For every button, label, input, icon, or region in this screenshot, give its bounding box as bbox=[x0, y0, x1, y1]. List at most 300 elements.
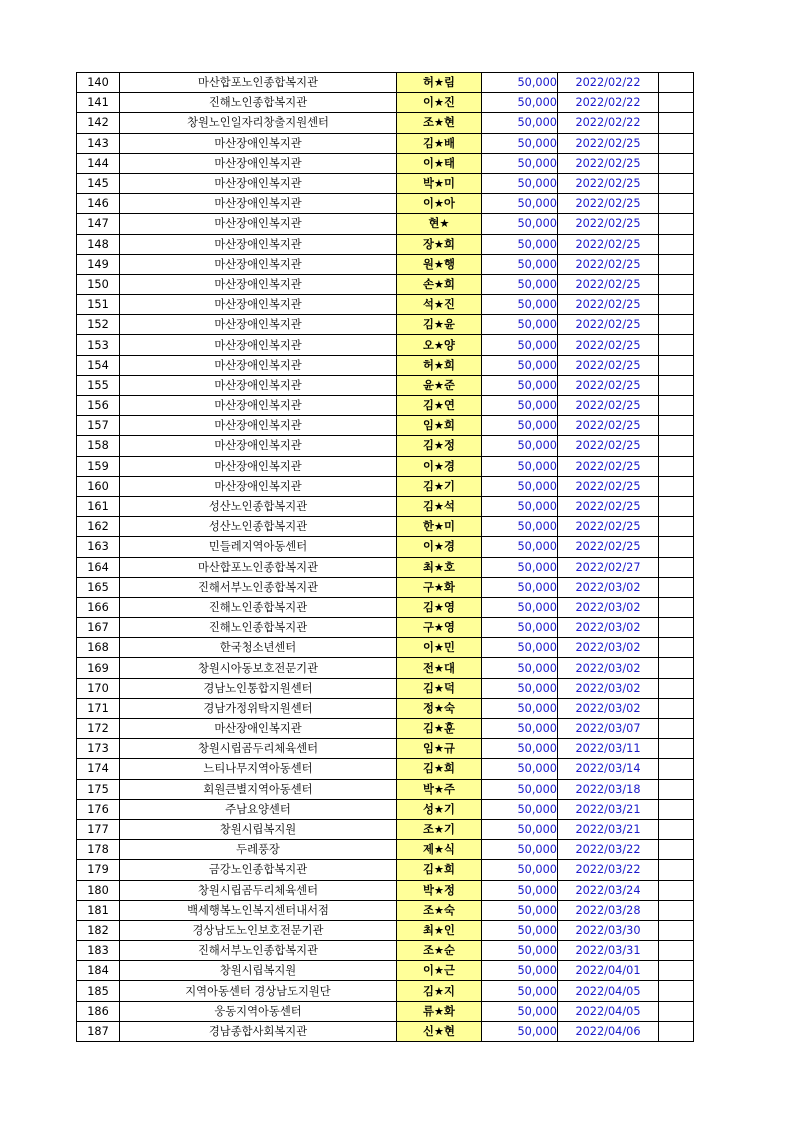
amount-cell: 50,000 bbox=[482, 476, 558, 496]
amount-cell: 50,000 bbox=[482, 396, 558, 416]
organization-name-cell: 마산장애인복지관 bbox=[120, 456, 397, 476]
date-cell: 2022/03/24 bbox=[558, 880, 659, 900]
table-row bbox=[77, 920, 694, 940]
date-cell: 2022/02/25 bbox=[558, 396, 659, 416]
row-number-cell: 183 bbox=[77, 941, 120, 961]
table-row bbox=[77, 436, 694, 456]
row-number-cell: 153 bbox=[77, 335, 120, 355]
recipient-name-cell: 이★근 bbox=[397, 961, 482, 981]
recipient-name-cell: 석★진 bbox=[397, 295, 482, 315]
table-row bbox=[77, 819, 694, 839]
memo-cell bbox=[659, 618, 694, 638]
row-number-cell: 179 bbox=[77, 860, 120, 880]
memo-cell bbox=[659, 315, 694, 335]
recipient-name-cell: 류★화 bbox=[397, 1001, 482, 1021]
memo-cell bbox=[659, 880, 694, 900]
memo-cell bbox=[659, 981, 694, 1001]
recipient-name-cell: 임★규 bbox=[397, 739, 482, 759]
date-cell: 2022/02/22 bbox=[558, 93, 659, 113]
date-cell: 2022/02/25 bbox=[558, 234, 659, 254]
amount-cell: 50,000 bbox=[482, 1001, 558, 1021]
amount-cell: 50,000 bbox=[482, 799, 558, 819]
recipient-name-cell: 전★대 bbox=[397, 658, 482, 678]
table-row bbox=[77, 73, 694, 93]
date-cell: 2022/04/05 bbox=[558, 981, 659, 1001]
date-cell: 2022/02/25 bbox=[558, 214, 659, 234]
organization-name-cell: 진해서부노인종합복지관 bbox=[120, 577, 397, 597]
row-number-cell: 173 bbox=[77, 739, 120, 759]
row-number-cell: 157 bbox=[77, 416, 120, 436]
date-cell: 2022/03/30 bbox=[558, 920, 659, 940]
table-row bbox=[77, 618, 694, 638]
table-row bbox=[77, 941, 694, 961]
date-cell: 2022/02/25 bbox=[558, 537, 659, 557]
organization-name-cell: 마산합포노인종합복지관 bbox=[120, 557, 397, 577]
amount-cell: 50,000 bbox=[482, 618, 558, 638]
row-number-cell: 161 bbox=[77, 496, 120, 516]
amount-cell: 50,000 bbox=[482, 133, 558, 153]
organization-name-cell: 마산장애인복지관 bbox=[120, 133, 397, 153]
amount-cell: 50,000 bbox=[482, 194, 558, 214]
recipient-name-cell: 최★호 bbox=[397, 557, 482, 577]
organization-name-cell: 마산합포노인종합복지관 bbox=[120, 73, 397, 93]
table-row bbox=[77, 113, 694, 133]
recipient-name-cell: 이★태 bbox=[397, 153, 482, 173]
row-number-cell: 184 bbox=[77, 961, 120, 981]
recipient-name-cell: 임★희 bbox=[397, 416, 482, 436]
organization-name-cell: 마산장애인복지관 bbox=[120, 274, 397, 294]
date-cell: 2022/02/25 bbox=[558, 295, 659, 315]
amount-cell: 50,000 bbox=[482, 900, 558, 920]
memo-cell bbox=[659, 496, 694, 516]
organization-name-cell: 마산장애인복지관 bbox=[120, 476, 397, 496]
organization-name-cell: 마산장애인복지관 bbox=[120, 234, 397, 254]
row-number-cell: 159 bbox=[77, 456, 120, 476]
organization-name-cell: 백세행복노인복지센터내서점 bbox=[120, 900, 397, 920]
row-number-cell: 154 bbox=[77, 355, 120, 375]
date-cell: 2022/03/28 bbox=[558, 900, 659, 920]
row-number-cell: 175 bbox=[77, 779, 120, 799]
table-row bbox=[77, 840, 694, 860]
table-row bbox=[77, 1021, 694, 1041]
organization-name-cell: 마산장애인복지관 bbox=[120, 295, 397, 315]
memo-cell bbox=[659, 517, 694, 537]
recipient-name-cell: 조★순 bbox=[397, 941, 482, 961]
organization-name-cell: 창원시립복지원 bbox=[120, 961, 397, 981]
row-number-cell: 145 bbox=[77, 173, 120, 193]
table-row bbox=[77, 880, 694, 900]
organization-name-cell: 마산장애인복지관 bbox=[120, 214, 397, 234]
table-row bbox=[77, 557, 694, 577]
amount-cell: 50,000 bbox=[482, 597, 558, 617]
organization-name-cell: 창원시립복지원 bbox=[120, 819, 397, 839]
memo-cell bbox=[659, 819, 694, 839]
recipient-name-cell: 손★희 bbox=[397, 274, 482, 294]
memo-cell bbox=[659, 698, 694, 718]
table-row bbox=[77, 93, 694, 113]
organization-name-cell: 민들레지역아동센터 bbox=[120, 537, 397, 557]
date-cell: 2022/03/18 bbox=[558, 779, 659, 799]
table-row bbox=[77, 698, 694, 718]
row-number-cell: 185 bbox=[77, 981, 120, 1001]
date-cell: 2022/03/07 bbox=[558, 719, 659, 739]
memo-cell bbox=[659, 133, 694, 153]
table-row bbox=[77, 658, 694, 678]
amount-cell: 50,000 bbox=[482, 920, 558, 940]
recipient-name-cell: 이★민 bbox=[397, 638, 482, 658]
table-row bbox=[77, 335, 694, 355]
row-number-cell: 158 bbox=[77, 436, 120, 456]
memo-cell bbox=[659, 739, 694, 759]
organization-name-cell: 성산노인종합복지관 bbox=[120, 517, 397, 537]
organization-name-cell: 금강노인종합복지관 bbox=[120, 860, 397, 880]
table-row bbox=[77, 153, 694, 173]
table-row bbox=[77, 496, 694, 516]
recipient-name-cell: 허★희 bbox=[397, 355, 482, 375]
donation-table bbox=[76, 72, 694, 1042]
row-number-cell: 146 bbox=[77, 194, 120, 214]
amount-cell: 50,000 bbox=[482, 638, 558, 658]
organization-name-cell: 마산장애인복지관 bbox=[120, 254, 397, 274]
table-row bbox=[77, 961, 694, 981]
organization-name-cell: 창원노인일자리창출지원센터 bbox=[120, 113, 397, 133]
amount-cell: 50,000 bbox=[482, 93, 558, 113]
date-cell: 2022/02/22 bbox=[558, 113, 659, 133]
date-cell: 2022/04/05 bbox=[558, 1001, 659, 1021]
row-number-cell: 171 bbox=[77, 698, 120, 718]
memo-cell bbox=[659, 295, 694, 315]
date-cell: 2022/02/25 bbox=[558, 436, 659, 456]
amount-cell: 50,000 bbox=[482, 254, 558, 274]
organization-name-cell: 마산장애인복지관 bbox=[120, 335, 397, 355]
memo-cell bbox=[659, 416, 694, 436]
table-row bbox=[77, 759, 694, 779]
amount-cell: 50,000 bbox=[482, 517, 558, 537]
amount-cell: 50,000 bbox=[482, 678, 558, 698]
memo-cell bbox=[659, 436, 694, 456]
organization-name-cell: 진해서부노인종합복지관 bbox=[120, 941, 397, 961]
amount-cell: 50,000 bbox=[482, 537, 558, 557]
date-cell: 2022/03/02 bbox=[558, 618, 659, 638]
recipient-name-cell: 박★미 bbox=[397, 173, 482, 193]
memo-cell bbox=[659, 638, 694, 658]
date-cell: 2022/03/02 bbox=[558, 678, 659, 698]
date-cell: 2022/03/22 bbox=[558, 840, 659, 860]
recipient-name-cell: 박★정 bbox=[397, 880, 482, 900]
table-row bbox=[77, 799, 694, 819]
row-number-cell: 176 bbox=[77, 799, 120, 819]
date-cell: 2022/02/25 bbox=[558, 476, 659, 496]
memo-cell bbox=[659, 214, 694, 234]
table-row bbox=[77, 375, 694, 395]
memo-cell bbox=[659, 840, 694, 860]
table-row bbox=[77, 133, 694, 153]
memo-cell bbox=[659, 900, 694, 920]
organization-name-cell: 마산장애인복지관 bbox=[120, 396, 397, 416]
row-number-cell: 156 bbox=[77, 396, 120, 416]
organization-name-cell: 마산장애인복지관 bbox=[120, 436, 397, 456]
memo-cell bbox=[659, 73, 694, 93]
memo-cell bbox=[659, 274, 694, 294]
table-row bbox=[77, 900, 694, 920]
amount-cell: 50,000 bbox=[482, 557, 558, 577]
row-number-cell: 144 bbox=[77, 153, 120, 173]
organization-name-cell: 마산장애인복지관 bbox=[120, 719, 397, 739]
amount-cell: 50,000 bbox=[482, 375, 558, 395]
amount-cell: 50,000 bbox=[482, 739, 558, 759]
date-cell: 2022/03/02 bbox=[558, 638, 659, 658]
date-cell: 2022/03/21 bbox=[558, 799, 659, 819]
amount-cell: 50,000 bbox=[482, 819, 558, 839]
recipient-name-cell: 성★기 bbox=[397, 799, 482, 819]
table-row bbox=[77, 860, 694, 880]
amount-cell: 50,000 bbox=[482, 840, 558, 860]
organization-name-cell: 경남가정위탁지원센터 bbox=[120, 698, 397, 718]
table-body bbox=[77, 73, 694, 1042]
recipient-name-cell: 김★기 bbox=[397, 476, 482, 496]
memo-cell bbox=[659, 557, 694, 577]
memo-cell bbox=[659, 799, 694, 819]
date-cell: 2022/02/25 bbox=[558, 375, 659, 395]
recipient-name-cell: 김★윤 bbox=[397, 315, 482, 335]
amount-cell: 50,000 bbox=[482, 173, 558, 193]
row-number-cell: 142 bbox=[77, 113, 120, 133]
date-cell: 2022/02/25 bbox=[558, 153, 659, 173]
date-cell: 2022/03/02 bbox=[558, 658, 659, 678]
table-row bbox=[77, 295, 694, 315]
amount-cell: 50,000 bbox=[482, 335, 558, 355]
date-cell: 2022/03/22 bbox=[558, 860, 659, 880]
memo-cell bbox=[659, 153, 694, 173]
row-number-cell: 166 bbox=[77, 597, 120, 617]
date-cell: 2022/02/25 bbox=[558, 194, 659, 214]
organization-name-cell: 마산장애인복지관 bbox=[120, 194, 397, 214]
row-number-cell: 143 bbox=[77, 133, 120, 153]
table-row bbox=[77, 739, 694, 759]
memo-cell bbox=[659, 719, 694, 739]
recipient-name-cell: 김★석 bbox=[397, 496, 482, 516]
memo-cell bbox=[659, 456, 694, 476]
table-row bbox=[77, 234, 694, 254]
memo-cell bbox=[659, 234, 694, 254]
amount-cell: 50,000 bbox=[482, 860, 558, 880]
recipient-name-cell: 윤★준 bbox=[397, 375, 482, 395]
row-number-cell: 149 bbox=[77, 254, 120, 274]
memo-cell bbox=[659, 961, 694, 981]
row-number-cell: 169 bbox=[77, 658, 120, 678]
memo-cell bbox=[659, 537, 694, 557]
memo-cell bbox=[659, 93, 694, 113]
row-number-cell: 152 bbox=[77, 315, 120, 335]
memo-cell bbox=[659, 779, 694, 799]
table-row bbox=[77, 214, 694, 234]
organization-name-cell: 진해노인종합복지관 bbox=[120, 597, 397, 617]
table-row bbox=[77, 456, 694, 476]
table-row bbox=[77, 254, 694, 274]
organization-name-cell: 마산장애인복지관 bbox=[120, 355, 397, 375]
row-number-cell: 141 bbox=[77, 93, 120, 113]
recipient-name-cell: 박★주 bbox=[397, 779, 482, 799]
amount-cell: 50,000 bbox=[482, 496, 558, 516]
amount-cell: 50,000 bbox=[482, 416, 558, 436]
organization-name-cell: 성산노인종합복지관 bbox=[120, 496, 397, 516]
amount-cell: 50,000 bbox=[482, 295, 558, 315]
date-cell: 2022/02/25 bbox=[558, 335, 659, 355]
amount-cell: 50,000 bbox=[482, 719, 558, 739]
recipient-name-cell: 구★영 bbox=[397, 618, 482, 638]
amount-cell: 50,000 bbox=[482, 113, 558, 133]
amount-cell: 50,000 bbox=[482, 274, 558, 294]
table-row bbox=[77, 638, 694, 658]
date-cell: 2022/04/01 bbox=[558, 961, 659, 981]
row-number-cell: 148 bbox=[77, 234, 120, 254]
amount-cell: 50,000 bbox=[482, 436, 558, 456]
organization-name-cell: 마산장애인복지관 bbox=[120, 173, 397, 193]
row-number-cell: 147 bbox=[77, 214, 120, 234]
table-row bbox=[77, 577, 694, 597]
date-cell: 2022/02/25 bbox=[558, 456, 659, 476]
organization-name-cell: 창원시립곰두리체육센터 bbox=[120, 739, 397, 759]
table-row bbox=[77, 719, 694, 739]
recipient-name-cell: 이★아 bbox=[397, 194, 482, 214]
date-cell: 2022/02/22 bbox=[558, 73, 659, 93]
date-cell: 2022/03/02 bbox=[558, 597, 659, 617]
amount-cell: 50,000 bbox=[482, 981, 558, 1001]
amount-cell: 50,000 bbox=[482, 456, 558, 476]
date-cell: 2022/04/06 bbox=[558, 1021, 659, 1041]
recipient-name-cell: 허★림 bbox=[397, 73, 482, 93]
date-cell: 2022/02/25 bbox=[558, 274, 659, 294]
row-number-cell: 164 bbox=[77, 557, 120, 577]
recipient-name-cell: 조★기 bbox=[397, 819, 482, 839]
amount-cell: 50,000 bbox=[482, 73, 558, 93]
date-cell: 2022/02/25 bbox=[558, 416, 659, 436]
recipient-name-cell: 김★지 bbox=[397, 981, 482, 1001]
table-row bbox=[77, 274, 694, 294]
row-number-cell: 170 bbox=[77, 678, 120, 698]
amount-cell: 50,000 bbox=[482, 315, 558, 335]
row-number-cell: 162 bbox=[77, 517, 120, 537]
row-number-cell: 177 bbox=[77, 819, 120, 839]
row-number-cell: 165 bbox=[77, 577, 120, 597]
organization-name-cell: 마산장애인복지관 bbox=[120, 375, 397, 395]
row-number-cell: 181 bbox=[77, 900, 120, 920]
date-cell: 2022/02/25 bbox=[558, 173, 659, 193]
row-number-cell: 168 bbox=[77, 638, 120, 658]
row-number-cell: 140 bbox=[77, 73, 120, 93]
recipient-name-cell: 이★진 bbox=[397, 93, 482, 113]
recipient-name-cell: 김★희 bbox=[397, 759, 482, 779]
recipient-name-cell: 김★영 bbox=[397, 597, 482, 617]
memo-cell bbox=[659, 375, 694, 395]
amount-cell: 50,000 bbox=[482, 658, 558, 678]
memo-cell bbox=[659, 759, 694, 779]
organization-name-cell: 지역아동센터 경상남도지원단 bbox=[120, 981, 397, 1001]
amount-cell: 50,000 bbox=[482, 577, 558, 597]
table-row bbox=[77, 173, 694, 193]
row-number-cell: 151 bbox=[77, 295, 120, 315]
memo-cell bbox=[659, 920, 694, 940]
memo-cell bbox=[659, 254, 694, 274]
date-cell: 2022/02/25 bbox=[558, 254, 659, 274]
recipient-name-cell: 신★현 bbox=[397, 1021, 482, 1041]
row-number-cell: 155 bbox=[77, 375, 120, 395]
memo-cell bbox=[659, 658, 694, 678]
recipient-name-cell: 김★덕 bbox=[397, 678, 482, 698]
row-number-cell: 187 bbox=[77, 1021, 120, 1041]
organization-name-cell: 창원시립곰두리체육센터 bbox=[120, 880, 397, 900]
table-row bbox=[77, 416, 694, 436]
recipient-name-cell: 장★희 bbox=[397, 234, 482, 254]
amount-cell: 50,000 bbox=[482, 941, 558, 961]
table-row bbox=[77, 779, 694, 799]
date-cell: 2022/02/25 bbox=[558, 517, 659, 537]
table-row bbox=[77, 1001, 694, 1021]
date-cell: 2022/03/31 bbox=[558, 941, 659, 961]
table-row bbox=[77, 537, 694, 557]
organization-name-cell: 경상남도노인보호전문기관 bbox=[120, 920, 397, 940]
date-cell: 2022/02/25 bbox=[558, 355, 659, 375]
organization-name-cell: 진해노인종합복지관 bbox=[120, 93, 397, 113]
table-row bbox=[77, 194, 694, 214]
row-number-cell: 167 bbox=[77, 618, 120, 638]
organization-name-cell: 회원큰별지역아동센터 bbox=[120, 779, 397, 799]
recipient-name-cell: 현★ bbox=[397, 214, 482, 234]
amount-cell: 50,000 bbox=[482, 214, 558, 234]
row-number-cell: 160 bbox=[77, 476, 120, 496]
memo-cell bbox=[659, 355, 694, 375]
recipient-name-cell: 한★미 bbox=[397, 517, 482, 537]
table-row bbox=[77, 476, 694, 496]
recipient-name-cell: 이★경 bbox=[397, 537, 482, 557]
memo-cell bbox=[659, 396, 694, 416]
memo-cell bbox=[659, 577, 694, 597]
date-cell: 2022/02/25 bbox=[558, 315, 659, 335]
date-cell: 2022/03/14 bbox=[558, 759, 659, 779]
recipient-name-cell: 구★화 bbox=[397, 577, 482, 597]
organization-name-cell: 경남종합사회복지관 bbox=[120, 1021, 397, 1041]
recipient-name-cell: 원★행 bbox=[397, 254, 482, 274]
memo-cell bbox=[659, 860, 694, 880]
row-number-cell: 186 bbox=[77, 1001, 120, 1021]
recipient-name-cell: 김★연 bbox=[397, 396, 482, 416]
recipient-name-cell: 제★식 bbox=[397, 840, 482, 860]
recipient-name-cell: 조★현 bbox=[397, 113, 482, 133]
amount-cell: 50,000 bbox=[482, 880, 558, 900]
amount-cell: 50,000 bbox=[482, 759, 558, 779]
memo-cell bbox=[659, 941, 694, 961]
table-row bbox=[77, 355, 694, 375]
recipient-name-cell: 이★경 bbox=[397, 456, 482, 476]
row-number-cell: 178 bbox=[77, 840, 120, 860]
date-cell: 2022/03/21 bbox=[558, 819, 659, 839]
recipient-name-cell: 김★정 bbox=[397, 436, 482, 456]
amount-cell: 50,000 bbox=[482, 153, 558, 173]
row-number-cell: 150 bbox=[77, 274, 120, 294]
organization-name-cell: 느티나무지역아동센터 bbox=[120, 759, 397, 779]
organization-name-cell: 마산장애인복지관 bbox=[120, 315, 397, 335]
date-cell: 2022/03/02 bbox=[558, 698, 659, 718]
amount-cell: 50,000 bbox=[482, 779, 558, 799]
memo-cell bbox=[659, 173, 694, 193]
recipient-name-cell: 조★숙 bbox=[397, 900, 482, 920]
memo-cell bbox=[659, 597, 694, 617]
date-cell: 2022/03/02 bbox=[558, 577, 659, 597]
recipient-name-cell: 김★배 bbox=[397, 133, 482, 153]
recipient-name-cell: 김★희 bbox=[397, 860, 482, 880]
table-row bbox=[77, 678, 694, 698]
memo-cell bbox=[659, 335, 694, 355]
